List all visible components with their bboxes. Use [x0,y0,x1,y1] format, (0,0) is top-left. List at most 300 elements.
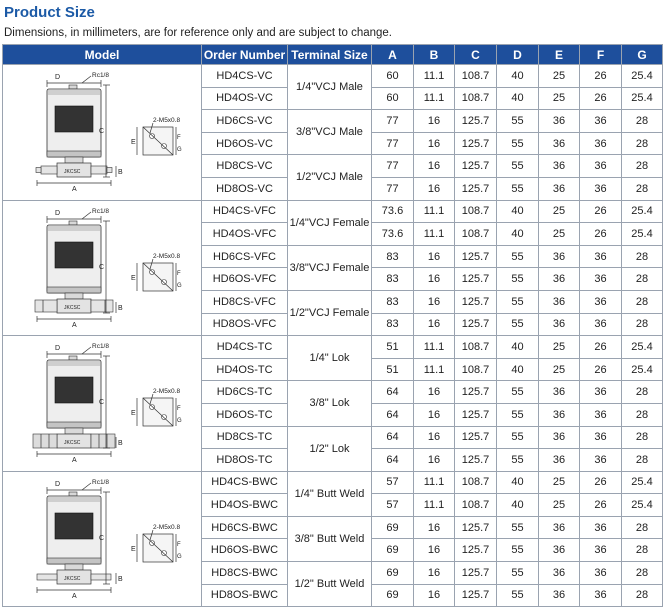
actuator-base [47,422,101,428]
end-connection-left [33,434,57,448]
dimension-cell-b: 16 [414,562,455,585]
mounting-hole [150,269,155,274]
dimension-label-f: F [177,135,181,142]
column-header-f: F [580,45,622,65]
end-connection-left [37,574,57,580]
dimension-cell-a: 57 [372,471,414,494]
actuator-cap [48,497,100,502]
dimension-cell-c: 125.7 [455,268,497,291]
port-leader-line [82,212,91,219]
dimension-cell-g: 25.4 [622,223,663,246]
order-number-cell: HD4CS-BWC [202,471,288,494]
dimension-cell-b: 16 [414,155,455,178]
dimension-cell-g: 25.4 [622,494,663,517]
dimension-cell-f: 36 [580,381,622,404]
end-connection-tip [107,168,112,173]
dimension-cell-b: 16 [414,449,455,472]
order-number-cell: HD8CS-BWC [202,562,288,585]
order-number-cell: HD6OS-TC [202,403,288,426]
dimension-label-c: C [99,399,105,407]
dimension-cell-f: 36 [580,155,622,178]
end-connection-tip [36,168,41,173]
dimension-cell-b: 16 [414,381,455,404]
actuator-window [55,513,93,539]
order-number-cell: HD6CS-BWC [202,516,288,539]
order-number-cell: HD8CS-VC [202,155,288,178]
dimension-cell-a: 64 [372,449,414,472]
order-number-cell: HD8OS-VFC [202,313,288,336]
dimension-label-e: E [131,410,136,418]
dimension-cell-d: 55 [497,381,539,404]
table-row [3,200,663,223]
dimension-cell-e: 36 [539,403,580,426]
dimension-cell-b: 16 [414,426,455,449]
dimension-cell-e: 36 [539,516,580,539]
order-number-cell: HD6CS-VFC [202,245,288,268]
dimension-cell-a: 83 [372,313,414,336]
dimension-cell-a: 64 [372,426,414,449]
dimension-label-b: B [118,304,123,312]
dimension-cell-e: 25 [539,65,580,88]
dimension-cell-g: 28 [622,155,663,178]
dimension-cell-a: 83 [372,268,414,291]
dimension-cell-g: 25.4 [622,358,663,381]
actuator-window [55,242,93,268]
actuator-window [55,106,93,132]
dimension-cell-a: 83 [372,245,414,268]
mounting-hole [162,550,167,555]
order-number-cell: HD8OS-TC [202,449,288,472]
dimension-cell-e: 25 [539,200,580,223]
dimension-label-f: F [177,270,181,277]
dimension-label-a: A [72,592,77,600]
dimension-label-d: D [55,209,61,217]
dimension-cell-g: 28 [622,562,663,585]
end-connection-left [41,166,57,174]
dimension-cell-e: 36 [539,245,580,268]
dimension-cell-b: 16 [414,313,455,336]
dimension-label-b: B [118,169,123,177]
dimension-cell-e: 36 [539,132,580,155]
order-number-cell: HD4OS-TC [202,358,288,381]
dimension-cell-a: 51 [372,336,414,359]
dimension-cell-g: 28 [622,449,663,472]
dimension-label-b: B [118,575,123,583]
dimension-label-g: G [177,418,182,425]
dimension-cell-e: 25 [539,358,580,381]
thread-label: 2-M5x0.8 [153,252,181,260]
dimension-cell-c: 125.7 [455,313,497,336]
dimension-cell-g: 28 [622,516,663,539]
dimension-label-a: A [72,321,77,329]
dimension-cell-g: 28 [622,177,663,200]
dimension-cell-e: 25 [539,471,580,494]
end-connection-right [91,434,115,448]
dimension-cell-g: 28 [622,132,663,155]
dimension-cell-f: 36 [580,268,622,291]
table-row [3,471,663,494]
end-connection-left [35,300,57,312]
dimension-label-g: G [177,282,182,289]
dimension-cell-f: 26 [580,65,622,88]
dimension-cell-a: 77 [372,110,414,133]
terminal-size-cell: 3/8" Butt Weld [288,516,372,561]
dimension-label-c: C [99,263,105,271]
dimension-cell-a: 57 [372,494,414,517]
dimension-cell-c: 108.7 [455,223,497,246]
dimension-label-f: F [177,406,181,413]
dimension-cell-a: 77 [372,155,414,178]
terminal-size-cell: 1/2"VCJ Female [288,290,372,335]
dimension-cell-b: 16 [414,290,455,313]
dimension-cell-d: 55 [497,426,539,449]
dimension-cell-d: 55 [497,110,539,133]
bonnet [65,293,83,299]
mounting-hole [162,144,167,149]
dimension-cell-b: 11.1 [414,471,455,494]
dimension-cell-b: 16 [414,245,455,268]
dimension-cell-g: 25.4 [622,336,663,359]
bonnet [65,428,83,434]
dimension-cell-e: 25 [539,494,580,517]
dimension-cell-c: 108.7 [455,336,497,359]
dimension-cell-a: 77 [372,177,414,200]
dimension-cell-e: 36 [539,426,580,449]
dimension-cell-d: 40 [497,358,539,381]
dimension-cell-d: 55 [497,177,539,200]
dimension-cell-a: 73.6 [372,200,414,223]
mounting-hole [150,134,155,139]
dimension-cell-g: 28 [622,539,663,562]
actuator-cap [48,226,100,231]
valve-dimension-drawing [3,203,201,333]
column-header-d: D [497,45,539,65]
terminal-size-cell: 1/4" Butt Weld [288,471,372,516]
dimension-cell-d: 55 [497,539,539,562]
dimension-cell-e: 36 [539,539,580,562]
dimension-cell-b: 11.1 [414,223,455,246]
dimension-cell-b: 16 [414,110,455,133]
dimension-cell-g: 28 [622,381,663,404]
dimension-cell-e: 36 [539,449,580,472]
dimension-label-d: D [55,345,61,353]
dimension-cell-b: 11.1 [414,87,455,110]
dimension-cell-e: 25 [539,223,580,246]
dimension-cell-d: 40 [497,223,539,246]
dimension-cell-c: 108.7 [455,471,497,494]
dimension-cell-d: 40 [497,471,539,494]
dimension-cell-d: 55 [497,516,539,539]
dimension-cell-f: 36 [580,584,622,607]
dimension-cell-e: 36 [539,155,580,178]
dimension-cell-f: 36 [580,313,622,336]
dimension-label-e: E [131,139,136,147]
order-number-cell: HD6OS-VFC [202,268,288,291]
dimension-cell-d: 55 [497,155,539,178]
column-header-a: A [372,45,414,65]
dimension-cell-e: 25 [539,87,580,110]
dimension-cell-e: 36 [539,110,580,133]
dimension-label-a: A [72,186,77,194]
dimension-cell-b: 11.1 [414,65,455,88]
dimension-label-f: F [177,541,181,548]
dimension-cell-d: 55 [497,449,539,472]
dimension-cell-e: 36 [539,584,580,607]
column-header-terminal-size: Terminal Size [288,45,372,65]
dimension-cell-c: 125.7 [455,245,497,268]
actuator-cap [48,361,100,366]
body-stamp: JKCSC [64,304,81,311]
dimension-cell-a: 83 [372,290,414,313]
end-connection-right [91,300,113,312]
dimension-cell-e: 36 [539,290,580,313]
port-fitting [69,356,77,360]
dimension-cell-a: 64 [372,381,414,404]
dimension-label-d: D [55,74,61,82]
dimension-cell-a: 60 [372,65,414,88]
terminal-size-cell: 1/2"VCJ Male [288,155,372,200]
order-number-cell: HD6CS-TC [202,381,288,404]
dimension-cell-b: 11.1 [414,336,455,359]
column-header-b: B [414,45,455,65]
terminal-size-cell: 3/8"VCJ Female [288,245,372,290]
order-number-cell: HD8OS-BWC [202,584,288,607]
actuator-window [55,377,93,403]
dimension-cell-f: 36 [580,290,622,313]
dimension-label-a: A [72,457,77,465]
order-number-cell: HD4CS-TC [202,336,288,359]
product-size-table [2,44,663,607]
valve-dimension-drawing [3,338,201,468]
port-fitting [69,85,77,89]
terminal-size-cell: 1/4" Lok [288,336,372,381]
order-number-cell: HD8CS-TC [202,426,288,449]
dimension-cell-b: 16 [414,584,455,607]
table-row [3,65,663,88]
column-header-g: G [622,45,663,65]
body-stamp: JKCSC [64,575,81,582]
dimension-cell-f: 36 [580,426,622,449]
valve-dimension-drawing [3,474,201,604]
dimension-cell-c: 125.7 [455,562,497,585]
port-leader-line [82,483,91,490]
order-number-cell: HD8OS-VC [202,177,288,200]
dimension-cell-f: 36 [580,449,622,472]
order-number-cell: HD4CS-VFC [202,200,288,223]
dimension-cell-d: 55 [497,268,539,291]
order-number-cell: HD4OS-BWC [202,494,288,517]
dimension-cell-f: 26 [580,200,622,223]
terminal-size-cell: 1/4"VCJ Male [288,65,372,110]
dimension-cell-a: 73.6 [372,223,414,246]
table-header-row [3,45,663,65]
dimension-cell-b: 11.1 [414,200,455,223]
dimension-cell-c: 108.7 [455,200,497,223]
dimension-cell-d: 40 [497,494,539,517]
model-drawing-cell [3,65,202,201]
port-fitting [69,221,77,225]
column-header-c: C [455,45,497,65]
mounting-hole [150,540,155,545]
terminal-size-cell: 3/8"VCJ Male [288,110,372,155]
dimension-cell-c: 125.7 [455,584,497,607]
dimension-cell-d: 40 [497,200,539,223]
actuator-cap [48,90,100,95]
dimension-label-d: D [55,480,61,488]
dimension-cell-c: 125.7 [455,516,497,539]
dimension-cell-f: 36 [580,516,622,539]
dimension-label-g: G [177,553,182,560]
table-row [3,336,663,359]
dimension-cell-f: 26 [580,358,622,381]
body-stamp: JKCSC [64,440,81,447]
bonnet [65,564,83,570]
terminal-size-cell: 1/4"VCJ Female [288,200,372,245]
dimension-cell-c: 125.7 [455,426,497,449]
dimension-cell-d: 40 [497,65,539,88]
dimension-cell-g: 28 [622,313,663,336]
dimension-cell-b: 16 [414,539,455,562]
dimension-label-b: B [118,440,123,448]
dimension-cell-a: 69 [372,584,414,607]
port-fitting [69,492,77,496]
port-label: Rc1/8 [92,478,109,486]
dimension-cell-b: 16 [414,516,455,539]
dimension-cell-f: 26 [580,471,622,494]
dimension-label-g: G [177,147,182,154]
body-stamp: JKCSC [64,169,81,176]
thread-label: 2-M5x0.8 [153,388,181,396]
port-label: Rc1/8 [92,207,109,215]
dimension-cell-b: 16 [414,132,455,155]
dimension-cell-b: 11.1 [414,358,455,381]
dimension-cell-f: 36 [580,177,622,200]
column-header-model: Model [3,45,202,65]
actuator-base [47,558,101,564]
dimension-cell-d: 55 [497,290,539,313]
dimension-cell-f: 26 [580,87,622,110]
dimension-cell-c: 125.7 [455,539,497,562]
dimension-cell-c: 125.7 [455,381,497,404]
dimension-cell-b: 16 [414,403,455,426]
dimension-cell-f: 36 [580,562,622,585]
dimension-cell-f: 36 [580,539,622,562]
dimension-cell-f: 26 [580,336,622,359]
port-label: Rc1/8 [92,72,109,80]
dimension-cell-g: 25.4 [622,65,663,88]
dimension-cell-g: 28 [622,426,663,449]
dimension-cell-a: 69 [372,539,414,562]
dimension-label-e: E [131,274,136,282]
order-number-cell: HD8CS-VFC [202,290,288,313]
dimension-cell-c: 108.7 [455,494,497,517]
dimension-cell-d: 55 [497,313,539,336]
page-subtitle: Dimensions, in millimeters, are for reference only and are subject to change. [4,27,392,39]
order-number-cell: HD6CS-VC [202,110,288,133]
page-title: Product Size [4,4,95,21]
dimension-cell-e: 36 [539,177,580,200]
dimension-cell-d: 55 [497,403,539,426]
dimension-cell-g: 28 [622,245,663,268]
order-number-cell: HD4CS-VC [202,65,288,88]
dimension-cell-c: 125.7 [455,290,497,313]
mounting-hole [162,415,167,420]
dimension-cell-a: 77 [372,132,414,155]
model-drawing-cell [3,336,202,472]
dimension-cell-g: 28 [622,110,663,133]
thread-label: 2-M5x0.8 [153,523,181,531]
dimension-cell-c: 125.7 [455,155,497,178]
dimension-cell-g: 28 [622,290,663,313]
actuator-base [47,151,101,157]
dimension-cell-g: 28 [622,268,663,291]
dimension-cell-f: 36 [580,245,622,268]
port-label: Rc1/8 [92,343,109,351]
order-number-cell: HD6OS-BWC [202,539,288,562]
dimension-cell-c: 125.7 [455,449,497,472]
terminal-size-cell: 1/2" Lok [288,426,372,471]
dimension-cell-d: 55 [497,132,539,155]
dimension-cell-f: 36 [580,110,622,133]
dimension-cell-g: 25.4 [622,87,663,110]
dimension-cell-a: 64 [372,403,414,426]
model-drawing-cell [3,200,202,336]
dimension-cell-f: 36 [580,403,622,426]
dimension-cell-c: 125.7 [455,177,497,200]
bonnet [65,157,83,163]
dimension-cell-c: 125.7 [455,132,497,155]
column-header-e: E [539,45,580,65]
order-number-cell: HD4OS-VFC [202,223,288,246]
port-leader-line [82,76,91,83]
dimension-cell-e: 36 [539,313,580,336]
dimension-cell-g: 25.4 [622,200,663,223]
model-drawing-cell [3,471,202,607]
dimension-cell-a: 60 [372,87,414,110]
end-connection-right [91,166,107,174]
dimension-cell-c: 108.7 [455,65,497,88]
dimension-label-c: C [99,128,105,136]
dimension-label-c: C [99,534,105,542]
dimension-cell-c: 108.7 [455,358,497,381]
dimension-cell-f: 26 [580,494,622,517]
dimension-cell-d: 40 [497,87,539,110]
dimension-label-e: E [131,545,136,553]
dimension-cell-f: 36 [580,132,622,155]
dimension-cell-d: 40 [497,336,539,359]
port-leader-line [82,347,91,354]
dimension-cell-a: 69 [372,516,414,539]
dimension-cell-e: 36 [539,268,580,291]
order-number-cell: HD6OS-VC [202,132,288,155]
dimension-cell-d: 55 [497,562,539,585]
terminal-size-cell: 1/2" Butt Weld [288,562,372,607]
dimension-cell-b: 16 [414,177,455,200]
dimension-cell-b: 11.1 [414,494,455,517]
mounting-hole [150,405,155,410]
dimension-cell-c: 125.7 [455,110,497,133]
dimension-cell-b: 16 [414,268,455,291]
dimension-cell-e: 25 [539,336,580,359]
dimension-cell-a: 51 [372,358,414,381]
valve-dimension-drawing [3,67,201,197]
dimension-cell-a: 69 [372,562,414,585]
thread-label: 2-M5x0.8 [153,117,181,125]
dimension-cell-c: 125.7 [455,403,497,426]
terminal-size-cell: 3/8" Lok [288,381,372,426]
dimension-cell-f: 26 [580,223,622,246]
dimension-cell-g: 25.4 [622,471,663,494]
